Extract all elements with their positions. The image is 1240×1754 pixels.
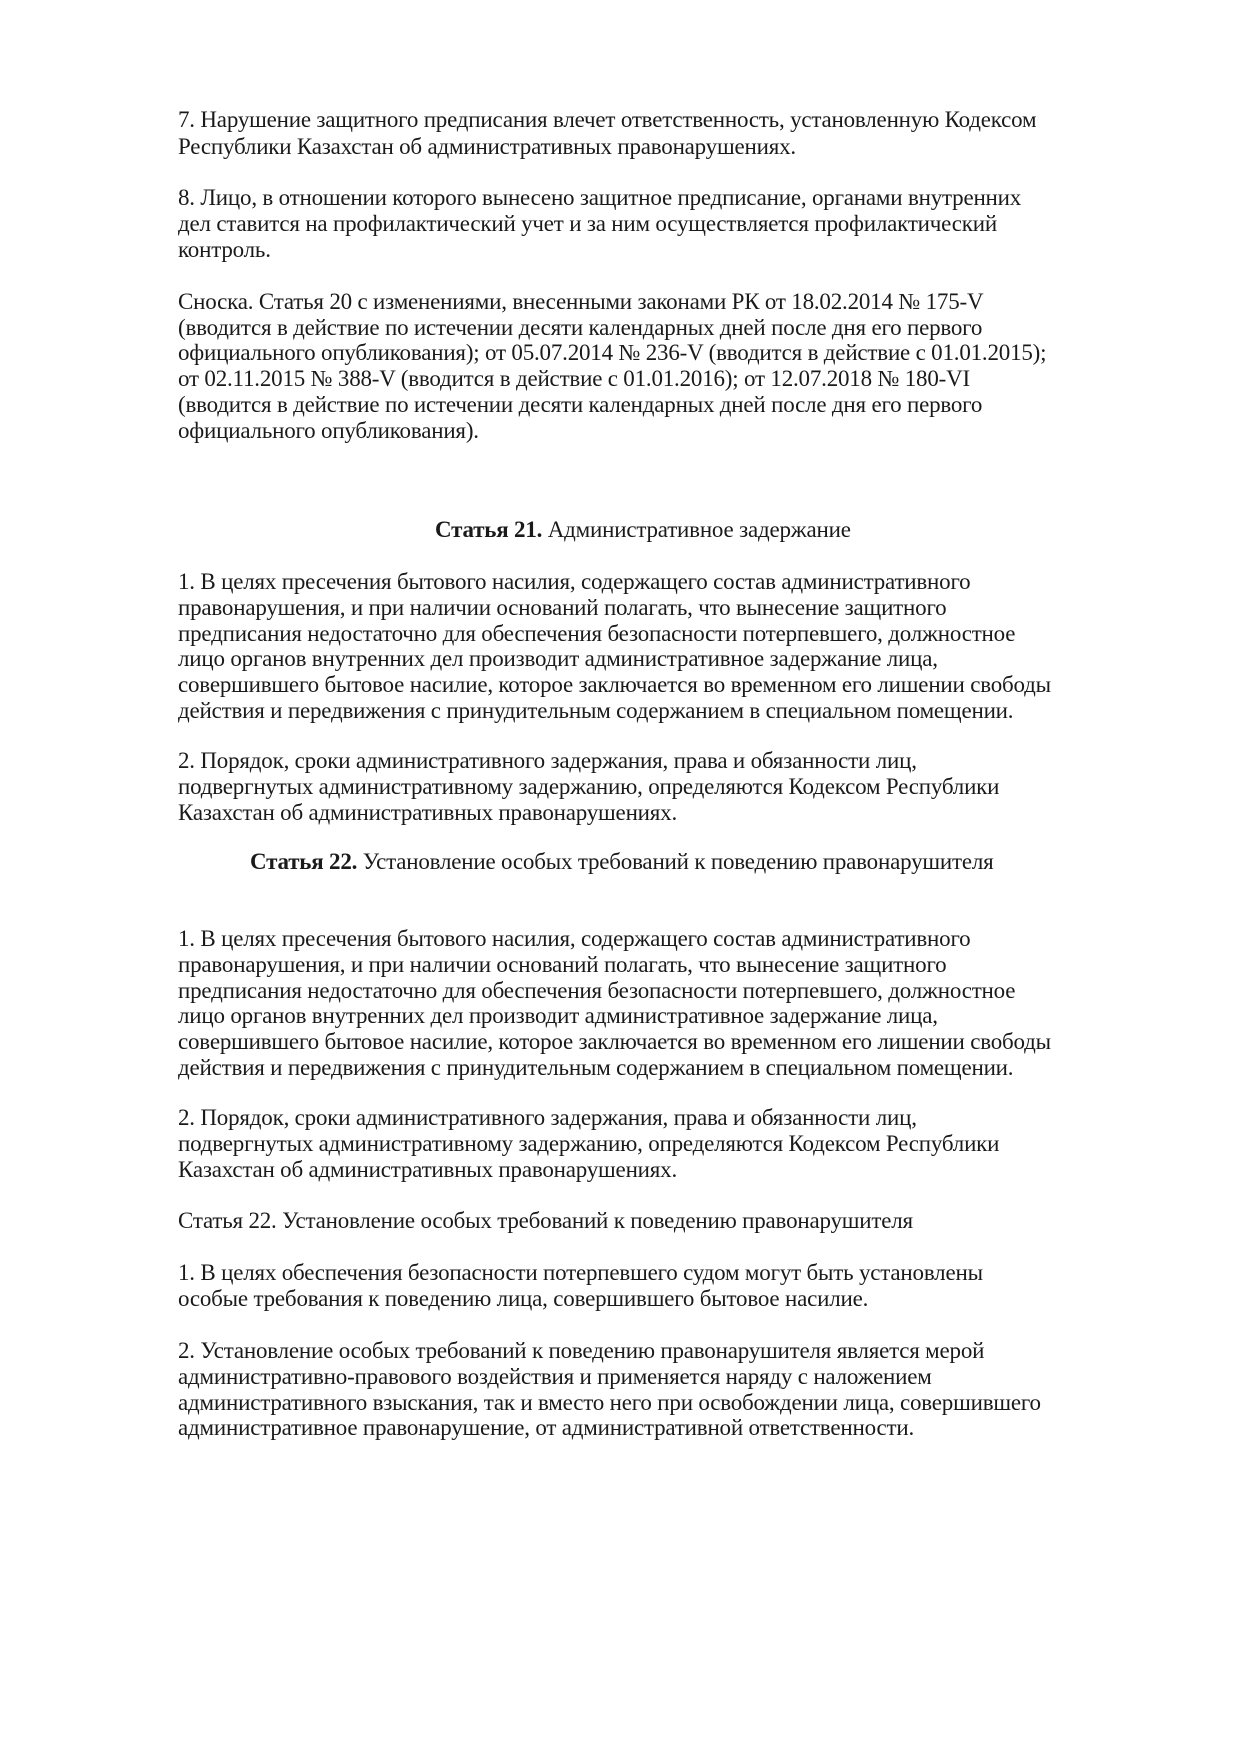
text-line: Казахстан об административных правонарушениях. [178,800,678,825]
text-line: подвергнутых административному задержанию, определяются Кодексом Республики [178,1131,1000,1156]
text-line: правонарушения, и при наличии оснований полагать, что вынесение защитного [178,952,947,977]
text-line: административное правонарушение, от административной ответственности. [178,1415,915,1440]
article-21-heading [435,516,851,544]
article-22-heading [250,848,994,876]
text-line: от 02.11.2015 № 388-V (вводится в действие с 01.01.2016); от 12.07.2018 № 180-VI [178,366,970,391]
text-line: предписания недостаточно для обеспечения безопасности потерпевшего, должностное [178,621,1016,646]
text-line: подвергнутых административному задержанию, определяются Кодексом Республики [178,774,1000,799]
text-line: действия и передвижения с принудительным содержанием в специальном помещении. [178,698,1014,723]
text-line: действия и передвижения с принудительным содержанием в специальном помещении. [178,1055,1014,1080]
text-line: 2. Порядок, сроки административного задержания, права и обязанности лиц, [178,1105,917,1130]
text-line: предписания недостаточно для обеспечения безопасности потерпевшего, должностное [178,978,1016,1003]
text-line: 7. Нарушение защитного предписания влечет ответственность, установленную Кодексом [178,107,1037,132]
text-line: правонарушения, и при наличии оснований полагать, что вынесение защитного [178,595,947,620]
text-line: лицо органов внутренних дел производит административное задержание лица, [178,1003,938,1028]
text-line: 1. В целях пресечения бытового насилия, содержащего состав административного [178,926,971,951]
article-22-plain-heading: Статья 22. Установление особых требований к поведению правонарушителя [178,1208,913,1233]
text-line: (вводится в действие по истечении десяти календарных дней после дня его первого [178,315,983,340]
text-line: особые требования к поведению лица, совершившего бытовое насилие. [178,1286,869,1311]
text-line: 2. Порядок, сроки административного задержания, права и обязанности лиц, [178,748,917,773]
article-22-label: Статья 22. [250,849,358,874]
text-line: 1. В целях пресечения бытового насилия, содержащего состав административного [178,569,971,594]
text-line: Сноска. Статья 20 с изменениями, внесенными законами РК от 18.02.2014 № 175-V [178,289,984,314]
text-line: 1. В целях обеспечения безопасности потерпевшего судом могут быть установлены [178,1260,983,1285]
text-line: административного взыскания, так и вместо него при освобождении лица, совершившего [178,1390,1041,1415]
article-21-label: Статья 21. [435,517,543,542]
article-21-title: Административное задержание [542,517,851,542]
text-line: Казахстан об административных правонарушениях. [178,1157,678,1182]
text-line: дел ставится на профилактический учет и за ним осуществляется профилактический [178,211,997,236]
text-line: 2. Установление особых требований к поведению правонарушителя является мерой [178,1338,985,1363]
text-line: лицо органов внутренних дел производит административное задержание лица, [178,646,938,671]
text-line: совершившего бытовое насилие, которое заключается во временном его лишении свободы [178,1029,1051,1054]
text-line: 8. Лицо, в отношении которого вынесено защитное предписание, органами внутренних [178,185,1022,210]
text-line: официального опубликования). [178,418,479,443]
text-line: совершившего бытовое насилие, которое заключается во временном его лишении свободы [178,672,1051,697]
text-line: (вводится в действие по истечении десяти календарных дней после дня его первого [178,392,983,417]
article-22-title: Установление особых требований к поведению правонарушителя [357,849,994,874]
text-line: Республики Казахстан об административных правонарушениях. [178,134,796,159]
text-line: контроль. [178,237,271,262]
text-line: административно-правового воздействия и применяется наряду с наложением [178,1364,932,1389]
text-line: официального опубликования); от 05.07.2014 № 236-V (вводится в действие с 01.01.2015); [178,340,1047,365]
